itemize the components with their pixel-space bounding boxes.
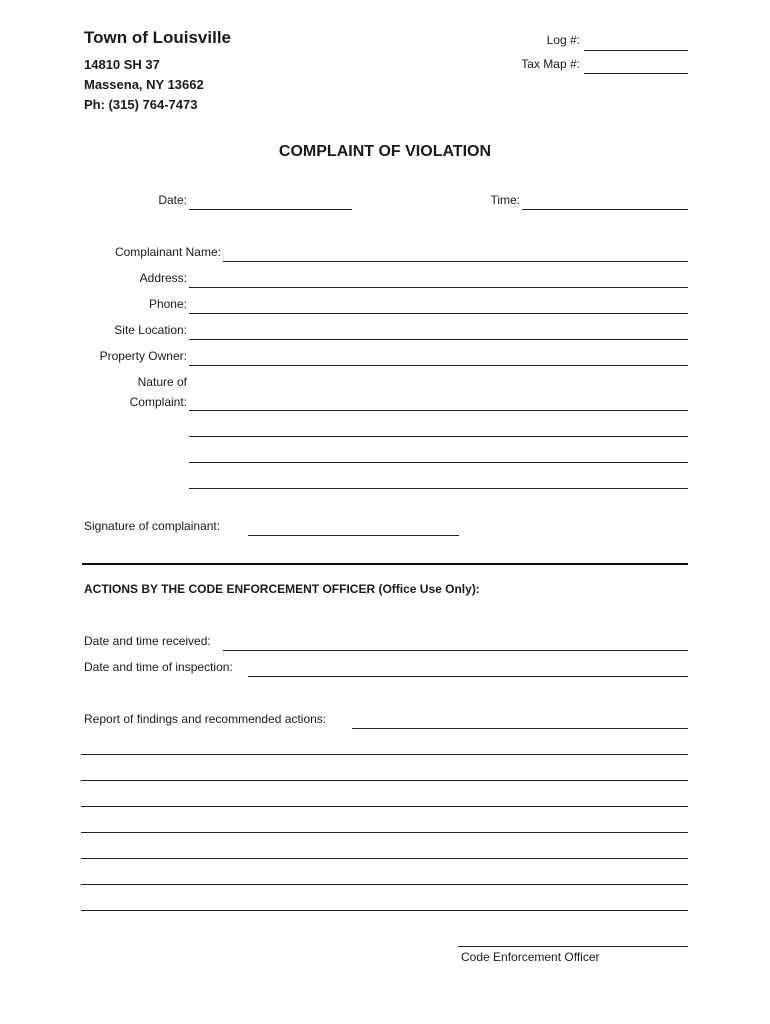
nature-field-line[interactable] — [189, 436, 688, 437]
site-location-field[interactable] — [189, 339, 688, 340]
property-owner-label: Property Owner: — [99, 349, 187, 363]
nature-field-line[interactable] — [189, 488, 688, 489]
date-inspection-label: Date and time of inspection: — [84, 660, 233, 674]
report-line[interactable] — [81, 832, 688, 833]
signature-label: Signature of complainant: — [84, 519, 221, 533]
tax-map-field[interactable] — [584, 73, 688, 74]
phone-number: Ph: (315) 764-7473 — [84, 97, 198, 112]
nature-label-line1: Nature of — [137, 375, 187, 389]
date-received-field[interactable] — [223, 650, 688, 651]
address-line1: 14810 SH 37 — [84, 57, 160, 72]
property-owner-field[interactable] — [189, 365, 688, 366]
address-line2: Massena, NY 13662 — [84, 77, 204, 92]
report-line[interactable] — [81, 754, 688, 755]
time-label: Time: — [490, 193, 520, 207]
date-received-label: Date and time received: — [84, 634, 211, 648]
officer-section-heading: ACTIONS BY THE CODE ENFORCEMENT OFFICER (Office Use Only): — [84, 582, 480, 596]
phone-label: Phone: — [148, 297, 187, 311]
log-number-field[interactable] — [584, 50, 688, 51]
officer-signature-field[interactable] — [458, 946, 688, 947]
report-findings-field[interactable] — [352, 728, 688, 729]
date-inspection-field[interactable] — [248, 676, 688, 677]
report-line[interactable] — [81, 910, 688, 911]
report-findings-label: Report of findings and recommended actions: — [84, 712, 327, 726]
nature-field-line[interactable] — [189, 410, 688, 411]
address-field[interactable] — [189, 287, 688, 288]
org-name: Town of Louisville — [84, 28, 232, 47]
log-number-label: Log #: — [546, 33, 580, 47]
report-line[interactable] — [81, 884, 688, 885]
site-location-label: Site Location: — [114, 323, 187, 337]
address-label: Address: — [139, 271, 187, 285]
date-label: Date: — [158, 193, 187, 207]
tax-map-label: Tax Map #: — [521, 57, 580, 71]
date-field[interactable] — [189, 209, 352, 210]
report-line[interactable] — [81, 806, 688, 807]
nature-label-line2: Complaint: — [129, 395, 187, 409]
complainant-name-field[interactable] — [223, 261, 688, 262]
nature-field-line[interactable] — [189, 462, 688, 463]
time-field[interactable] — [522, 209, 688, 210]
report-line[interactable] — [81, 780, 688, 781]
complainant-name-label: Complainant Name: — [114, 245, 221, 259]
phone-field[interactable] — [189, 313, 688, 314]
form-title: COMPLAINT OF VIOLATION — [278, 143, 492, 160]
report-line[interactable] — [81, 858, 688, 859]
complainant-signature-field[interactable] — [248, 535, 459, 536]
section-divider — [82, 563, 688, 565]
officer-signature-caption: Code Enforcement Officer — [461, 950, 600, 964]
